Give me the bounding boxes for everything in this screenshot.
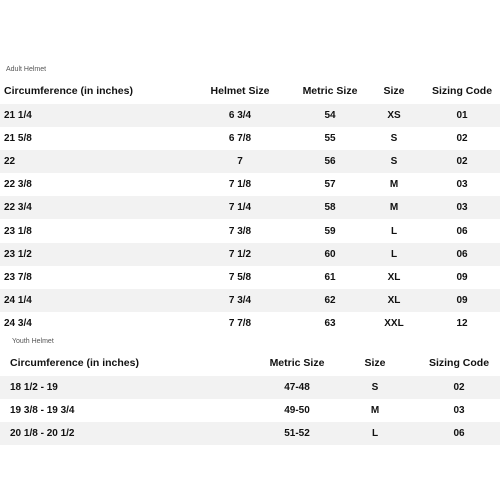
table-row xyxy=(0,220,500,243)
adult-column-header: Metric Size xyxy=(302,85,358,97)
table-cell: 02 xyxy=(453,382,465,393)
table-cell: 56 xyxy=(324,156,336,168)
table-cell: 06 xyxy=(453,428,465,439)
table-row xyxy=(0,127,500,150)
table-cell: 22 xyxy=(4,156,16,168)
table-cell: S xyxy=(390,133,398,145)
table-row xyxy=(0,173,500,196)
table-cell: 63 xyxy=(324,317,336,329)
table-row xyxy=(0,399,500,422)
table-cell: 02 xyxy=(456,133,468,145)
table-row xyxy=(0,266,500,289)
table-cell: S xyxy=(371,382,379,393)
adult-column-header: Sizing Code xyxy=(431,85,493,97)
table-cell: XL xyxy=(387,294,401,306)
table-cell: 20 1/8 - 20 1/2 xyxy=(10,428,75,439)
table-cell: 23 7/8 xyxy=(4,271,32,283)
table-cell: L xyxy=(390,248,398,260)
table-cell: S xyxy=(390,156,398,168)
youth-header-row xyxy=(0,350,500,376)
adult-header-row xyxy=(0,78,500,104)
table-cell: 01 xyxy=(456,110,468,122)
table-cell: XL xyxy=(387,271,401,283)
table-cell: 55 xyxy=(324,133,336,145)
table-cell: 23 1/2 xyxy=(4,248,32,260)
table-cell: 06 xyxy=(456,248,468,260)
table-row xyxy=(0,289,500,312)
youth-column-header: Circumference (in inches) xyxy=(10,357,139,369)
table-cell: 62 xyxy=(324,294,336,306)
table-cell: 49-50 xyxy=(284,405,310,416)
adult-column-header: Circumference (in inches) xyxy=(4,85,133,97)
table-cell: 22 3/4 xyxy=(4,202,32,214)
youth-column-header: Size xyxy=(364,357,386,369)
table-cell: 57 xyxy=(324,179,336,191)
table-cell: 19 3/8 - 19 3/4 xyxy=(10,405,75,416)
table-row xyxy=(0,243,500,266)
table-cell: 18 1/2 - 19 xyxy=(10,382,58,393)
table-cell: 24 3/4 xyxy=(4,317,32,329)
table-cell: 7 1/2 xyxy=(228,248,252,260)
table-cell: 09 xyxy=(456,294,468,306)
table-row xyxy=(0,150,500,173)
table-cell: 7 3/4 xyxy=(228,294,252,306)
table-cell: 58 xyxy=(324,202,336,214)
table-cell: 60 xyxy=(324,248,336,260)
table-cell: 03 xyxy=(453,405,465,416)
table-cell: 54 xyxy=(324,110,336,122)
table-cell: 03 xyxy=(456,202,468,214)
table-cell: L xyxy=(390,225,398,237)
table-cell: M xyxy=(389,179,399,191)
table-row xyxy=(0,196,500,219)
table-cell: 12 xyxy=(456,317,468,329)
table-row xyxy=(0,312,500,335)
youth-section-title: Youth Helmet xyxy=(12,338,54,345)
youth-column-header: Metric Size xyxy=(269,357,325,369)
table-cell: 21 1/4 xyxy=(4,110,32,122)
table-cell: M xyxy=(370,405,380,416)
table-cell: XXL xyxy=(384,317,404,329)
table-cell: 7 1/8 xyxy=(228,179,252,191)
table-cell: L xyxy=(371,428,379,439)
table-cell: 24 1/4 xyxy=(4,294,32,306)
table-cell: 23 1/8 xyxy=(4,225,32,237)
adult-column-header: Size xyxy=(383,85,405,97)
table-cell: 06 xyxy=(456,225,468,237)
adult-column-header: Helmet Size xyxy=(210,85,270,97)
table-cell: M xyxy=(389,202,399,214)
table-cell: 02 xyxy=(456,156,468,168)
table-cell: 47-48 xyxy=(284,382,310,393)
table-cell: 22 3/8 xyxy=(4,179,32,191)
table-cell: 03 xyxy=(456,179,468,191)
table-cell: 51-52 xyxy=(284,428,310,439)
table-row xyxy=(0,422,500,445)
table-cell: 6 7/8 xyxy=(228,133,252,145)
table-cell: 7 7/8 xyxy=(228,317,252,329)
table-row xyxy=(0,376,500,399)
table-cell: 6 3/4 xyxy=(228,110,252,122)
adult-section-title: Adult Helmet xyxy=(6,66,47,73)
table-row xyxy=(0,104,500,127)
table-cell: 59 xyxy=(324,225,336,237)
table-cell: 61 xyxy=(324,271,336,283)
table-cell: 21 5/8 xyxy=(4,133,32,145)
table-cell: 7 1/4 xyxy=(228,202,252,214)
table-cell: 7 xyxy=(237,156,243,168)
table-cell: 7 5/8 xyxy=(228,271,252,283)
youth-column-header: Sizing Code xyxy=(428,357,490,369)
table-cell: 09 xyxy=(456,271,468,283)
table-cell: XS xyxy=(387,110,401,122)
table-cell: 7 3/8 xyxy=(228,225,252,237)
